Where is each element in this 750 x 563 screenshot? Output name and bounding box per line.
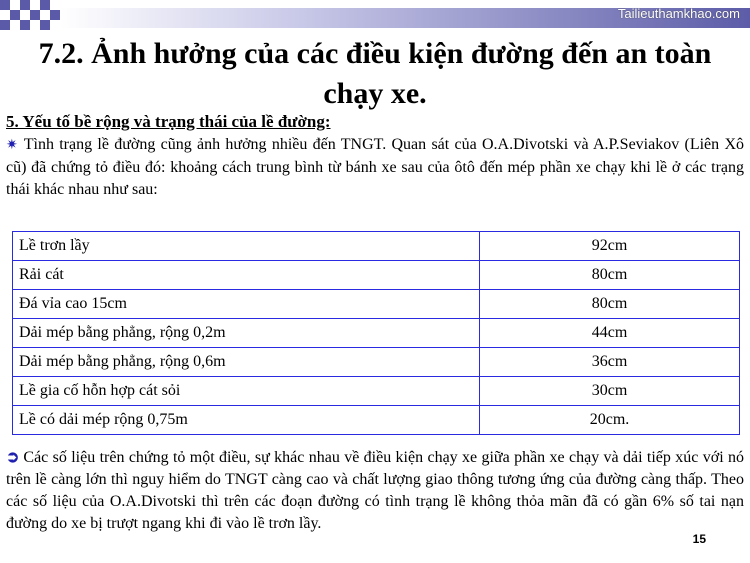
conclusion-paragraph xyxy=(6,447,744,535)
table-row xyxy=(13,377,740,406)
intro-text: Tình trạng lề đường cũng ảnh hưởng nhiều đến TNGT. Quan sát của O.A.Divotski và A.P.Seviakov (Liên Xô cũ) đã chứng tỏ điều đó: khoảng cách trung bình từ bánh xe sau của ôtô đến mép phần xe chạy khi lề ở các trạng thái khác nhau như sau: xyxy=(6,136,744,198)
table-row xyxy=(13,348,740,377)
slide-title: 7.2. Ảnh hưởng của các điều kiện đường đến an toàn chạy xe. xyxy=(38,37,712,110)
condition-cell: Đá vỉa cao 15cm xyxy=(13,290,480,319)
table-row xyxy=(13,261,740,290)
shoulder-condition-table xyxy=(12,231,740,435)
condition-cell: Dải mép bằng phẳng, rộng 0,2m xyxy=(13,319,480,348)
distance-cell: 36cm xyxy=(480,348,740,377)
condition-cell: Lề trơn lầy xyxy=(13,232,480,261)
watermark: Tailieuthamkhao.com xyxy=(617,6,740,21)
distance-cell: 92cm xyxy=(480,232,740,261)
table-row xyxy=(13,290,740,319)
distance-cell: 20cm. xyxy=(480,406,740,435)
condition-cell: Lề có dải mép rộng 0,75m xyxy=(13,406,480,435)
condition-cell: Rải cát xyxy=(13,261,480,290)
conclusion-text: Các số liệu trên chứng tỏ một điều, sự khác nhau về điều kiện chạy xe giữa phần xe chạy và dải tiếp xúc với nó trên lề càng lớn thì nguy hiểm do TNGT càng cao và chất lượng giao thông tương ứng của đường càng thấp. Theo các số liệu của O.A.Divotski thì trên các đoạn đường có tình trạng lề không thỏa mãn đã có gần 6% số tai nạn đường do xe bị trượt ngang khi đi vào lề trơn lầy. xyxy=(6,449,744,532)
section-subheading: 5. Yếu tố bề rộng và trạng thái của lề đường: xyxy=(6,112,331,131)
condition-cell: Dải mép bằng phẳng, rộng 0,6m xyxy=(13,348,480,377)
decorative-checker-pattern xyxy=(0,0,60,30)
table-row xyxy=(13,319,740,348)
distance-cell: 44cm xyxy=(480,319,740,348)
condition-cell: Lề gia cố hỗn hợp cát sỏi xyxy=(13,377,480,406)
table-row xyxy=(13,406,740,435)
arrow-bullet-icon: ➲ xyxy=(6,449,20,466)
page-number: 15 xyxy=(692,532,706,546)
distance-cell: 30cm xyxy=(480,377,740,406)
asterisk-bullet-icon: ✷ xyxy=(6,138,18,153)
table-row xyxy=(13,232,740,261)
distance-cell: 80cm xyxy=(480,290,740,319)
distance-cell: 80cm xyxy=(480,261,740,290)
intro-paragraph xyxy=(6,134,744,201)
